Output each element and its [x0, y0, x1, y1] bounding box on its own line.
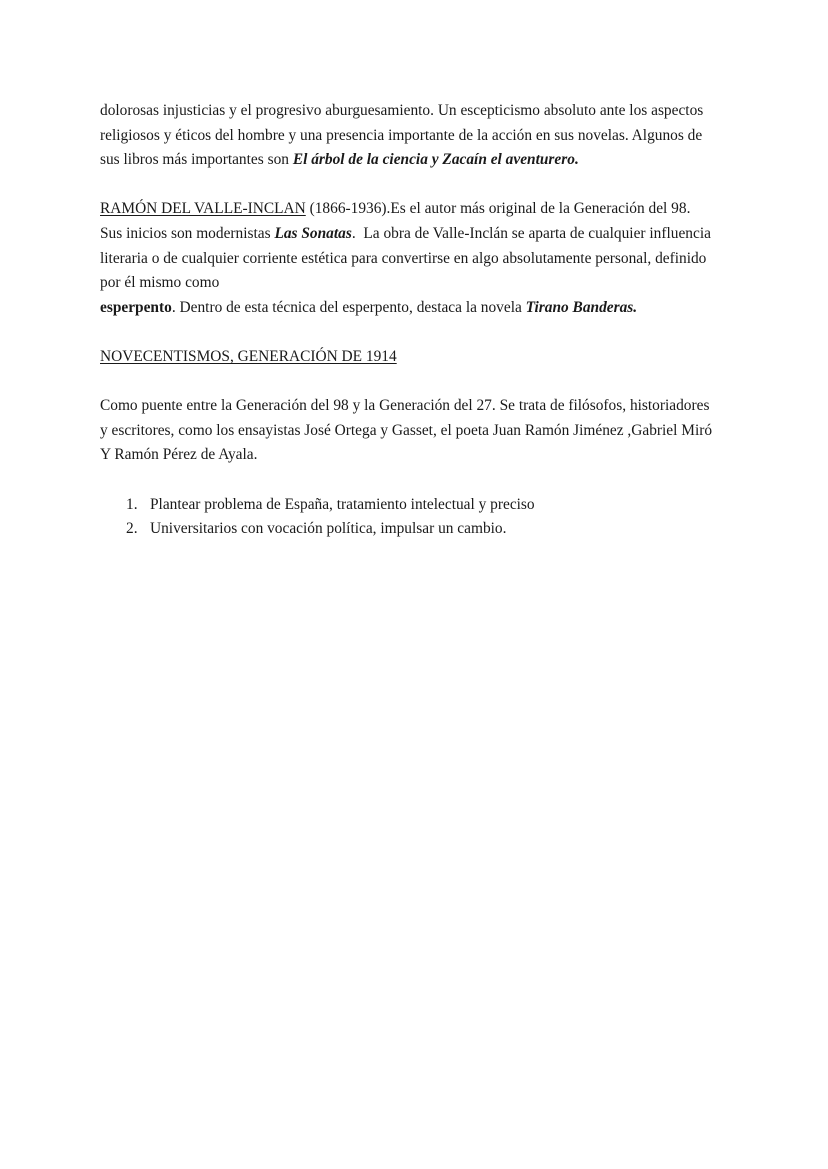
- list-item: [100, 517, 728, 542]
- list-number: 1.: [126, 495, 138, 513]
- book-titles: El árbol de la ciencia y Zacaín el aventurero.: [292, 151, 579, 169]
- paragraph-novecentismo: [100, 394, 728, 468]
- text-line: por él mismo como: [100, 274, 220, 292]
- text-line: Como puente entre la Generación del 98 y la Generación del 27. Se trata de filósofos, historiadores: [100, 397, 710, 415]
- text-line: literaria o de cualquier corriente estética para convertirse en algo absolutamente personal, definido: [100, 249, 707, 267]
- text-line: Sus inicios son modernistas: [100, 224, 275, 242]
- list-item-text: Plantear problema de España, tratamiento intelectual y preciso: [150, 495, 535, 513]
- text-line: . Dentro de esta técnica del esperpento, destaca la novela: [171, 298, 526, 316]
- list-item-text: Universitarios con vocación política, impulsar un cambio.: [150, 520, 507, 538]
- numbered-list: [100, 493, 728, 542]
- book-title: Tirano Banderas.: [525, 298, 638, 316]
- text-line: Y Ramón Pérez de Ayala.: [100, 446, 258, 464]
- list-item: [100, 493, 728, 518]
- text-line: y escritores, como los ensayistas José Ortega y Gasset, el poeta Juan Ramón Jiménez ,Gabriel Miró: [100, 421, 713, 439]
- text-line: sus libros más importantes son: [100, 151, 293, 169]
- paragraph-baroja-continuation: [100, 99, 728, 173]
- section-heading: NOVECENTISMOS, GENERACIÓN DE 1914: [100, 347, 397, 365]
- text-line: . La obra de Valle-Inclán se aparta de cualquier influencia: [351, 224, 711, 242]
- paragraph-valle-inclan: [100, 197, 728, 320]
- term-esperpento: esperpento: [100, 298, 172, 316]
- author-heading: RAMÓN DEL VALLE-INCLAN: [100, 200, 306, 218]
- text-line: (1866-1936).Es el autor más original de la Generación del 98.: [305, 200, 691, 218]
- text-line: religiosos y éticos del hombre y una presencia importante de la acción en sus novelas. Algunos de: [100, 126, 703, 144]
- text-line: dolorosas injusticias y el progresivo aburguesamiento. Un escepticismo absoluto ante los aspectos: [100, 102, 704, 119]
- book-title: Las Sonatas: [274, 224, 352, 242]
- document-page: [100, 99, 728, 542]
- list-number: 2.: [126, 520, 138, 538]
